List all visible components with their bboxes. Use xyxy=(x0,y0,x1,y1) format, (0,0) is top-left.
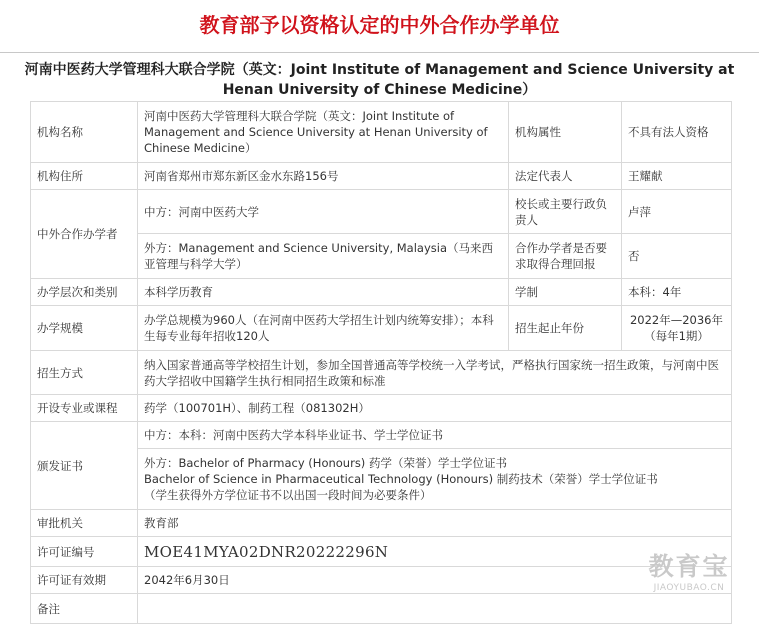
table-row xyxy=(31,279,732,306)
remarks-value xyxy=(138,594,732,624)
address-value: 河南省郑州市郑东新区金水东路156号 xyxy=(138,163,509,190)
table-row xyxy=(31,567,732,594)
license-valid-label: 许可证有效期 xyxy=(31,567,138,594)
scale-label: 办学规模 xyxy=(31,306,138,351)
page-title: 教育部予以资格认定的中外合作办学单位 xyxy=(199,12,560,37)
watermark-en: JIAOYUBAO.CN xyxy=(653,583,725,593)
admission-label: 招生方式 xyxy=(31,351,138,395)
name-label: 机构名称 xyxy=(31,102,138,163)
certificates-label: 颁发证书 xyxy=(31,422,138,510)
years-value: 2022年—2036年（每年1期） xyxy=(622,306,732,351)
table-row xyxy=(31,351,732,395)
legal-rep-label: 法定代表人 xyxy=(509,163,622,190)
table-row xyxy=(31,510,732,537)
table-row xyxy=(31,537,732,567)
partner-foreign: 外方：Management and Science University, Malaysia（马来西亚管理与科学大学） xyxy=(138,234,509,279)
duration-value: 本科：4年 xyxy=(622,279,732,306)
table-row xyxy=(31,190,732,234)
principal-label: 校长或主要行政负责人 xyxy=(509,190,622,234)
majors-label: 开设专业或课程 xyxy=(31,395,138,422)
profit-label: 合作办学者是否要求取得合理回报 xyxy=(509,234,622,279)
license-no-value: MOE41MYA02DNR20222296N xyxy=(138,537,732,567)
attribute-label: 机构属性 xyxy=(509,102,622,163)
duration-label: 学制 xyxy=(509,279,622,306)
watermark-cn: 教育宝 xyxy=(648,552,730,581)
approver-value: 教育部 xyxy=(138,510,732,537)
majors-value: 药学（100701H）、制药工程（081302H） xyxy=(138,395,732,422)
level-value: 本科学历教育 xyxy=(138,279,509,306)
table-row xyxy=(31,422,732,449)
table-row xyxy=(31,102,732,163)
level-label: 办学层次和类别 xyxy=(31,279,138,306)
certificate-foreign xyxy=(138,449,732,510)
certificate-foreign-note: （学生获得外方学位证书不以出国一段时间为必要条件） xyxy=(144,488,432,502)
years-label: 招生起止年份 xyxy=(509,306,622,351)
attribute-value: 不具有法人资格 xyxy=(622,102,732,163)
legal-rep-value: 王耀献 xyxy=(622,163,732,190)
partners-label: 中外合作办学者 xyxy=(31,190,138,279)
institution-title: 河南中医药大学管理科大联合学院（英文：Joint Institute of Management and Science University at Henan University of Chinese Medicine） xyxy=(24,62,735,98)
certificate-foreign-line-1: 外方：Bachelor of Pharmacy (Honours) 药学（荣誉）学士学位证书 xyxy=(144,456,507,470)
institution-info-table xyxy=(30,101,732,624)
name-value: 河南中医药大学管理科大联合学院（英文：Joint Institute of Management and Science University at Henan University of Chinese Medicine） xyxy=(138,102,509,163)
address-label: 机构住所 xyxy=(31,163,138,190)
remarks-label: 备注 xyxy=(31,594,138,624)
approver-label: 审批机关 xyxy=(31,510,138,537)
license-no-label: 许可证编号 xyxy=(31,537,138,567)
principal-value: 卢萍 xyxy=(622,190,732,234)
table-row xyxy=(31,163,732,190)
table-row xyxy=(31,306,732,351)
table-row xyxy=(31,594,732,624)
certificate-foreign-line-2: Bachelor of Science in Pharmaceutical Technology (Honours) 制药技术（荣誉）学士学位证书 xyxy=(144,472,658,486)
partner-cn: 中方：河南中医药大学 xyxy=(138,190,509,234)
table-row xyxy=(31,395,732,422)
admission-value: 纳入国家普通高等学校招生计划，参加全国普通高等学校统一入学考试，严格执行国家统一招生政策，与河南中医药大学招收中国籍学生执行相同招生政策和标准 xyxy=(138,351,732,395)
license-valid-value: 2042年6月30日 xyxy=(138,567,732,594)
scale-value: 办学总规模为960人（在河南中医药大学招生计划内统筹安排）；本科生每专业每年招收120人 xyxy=(138,306,509,351)
profit-value: 否 xyxy=(622,234,732,279)
certificate-cn: 中方：本科：河南中医药大学本科毕业证书、学士学位证书 xyxy=(138,422,732,449)
